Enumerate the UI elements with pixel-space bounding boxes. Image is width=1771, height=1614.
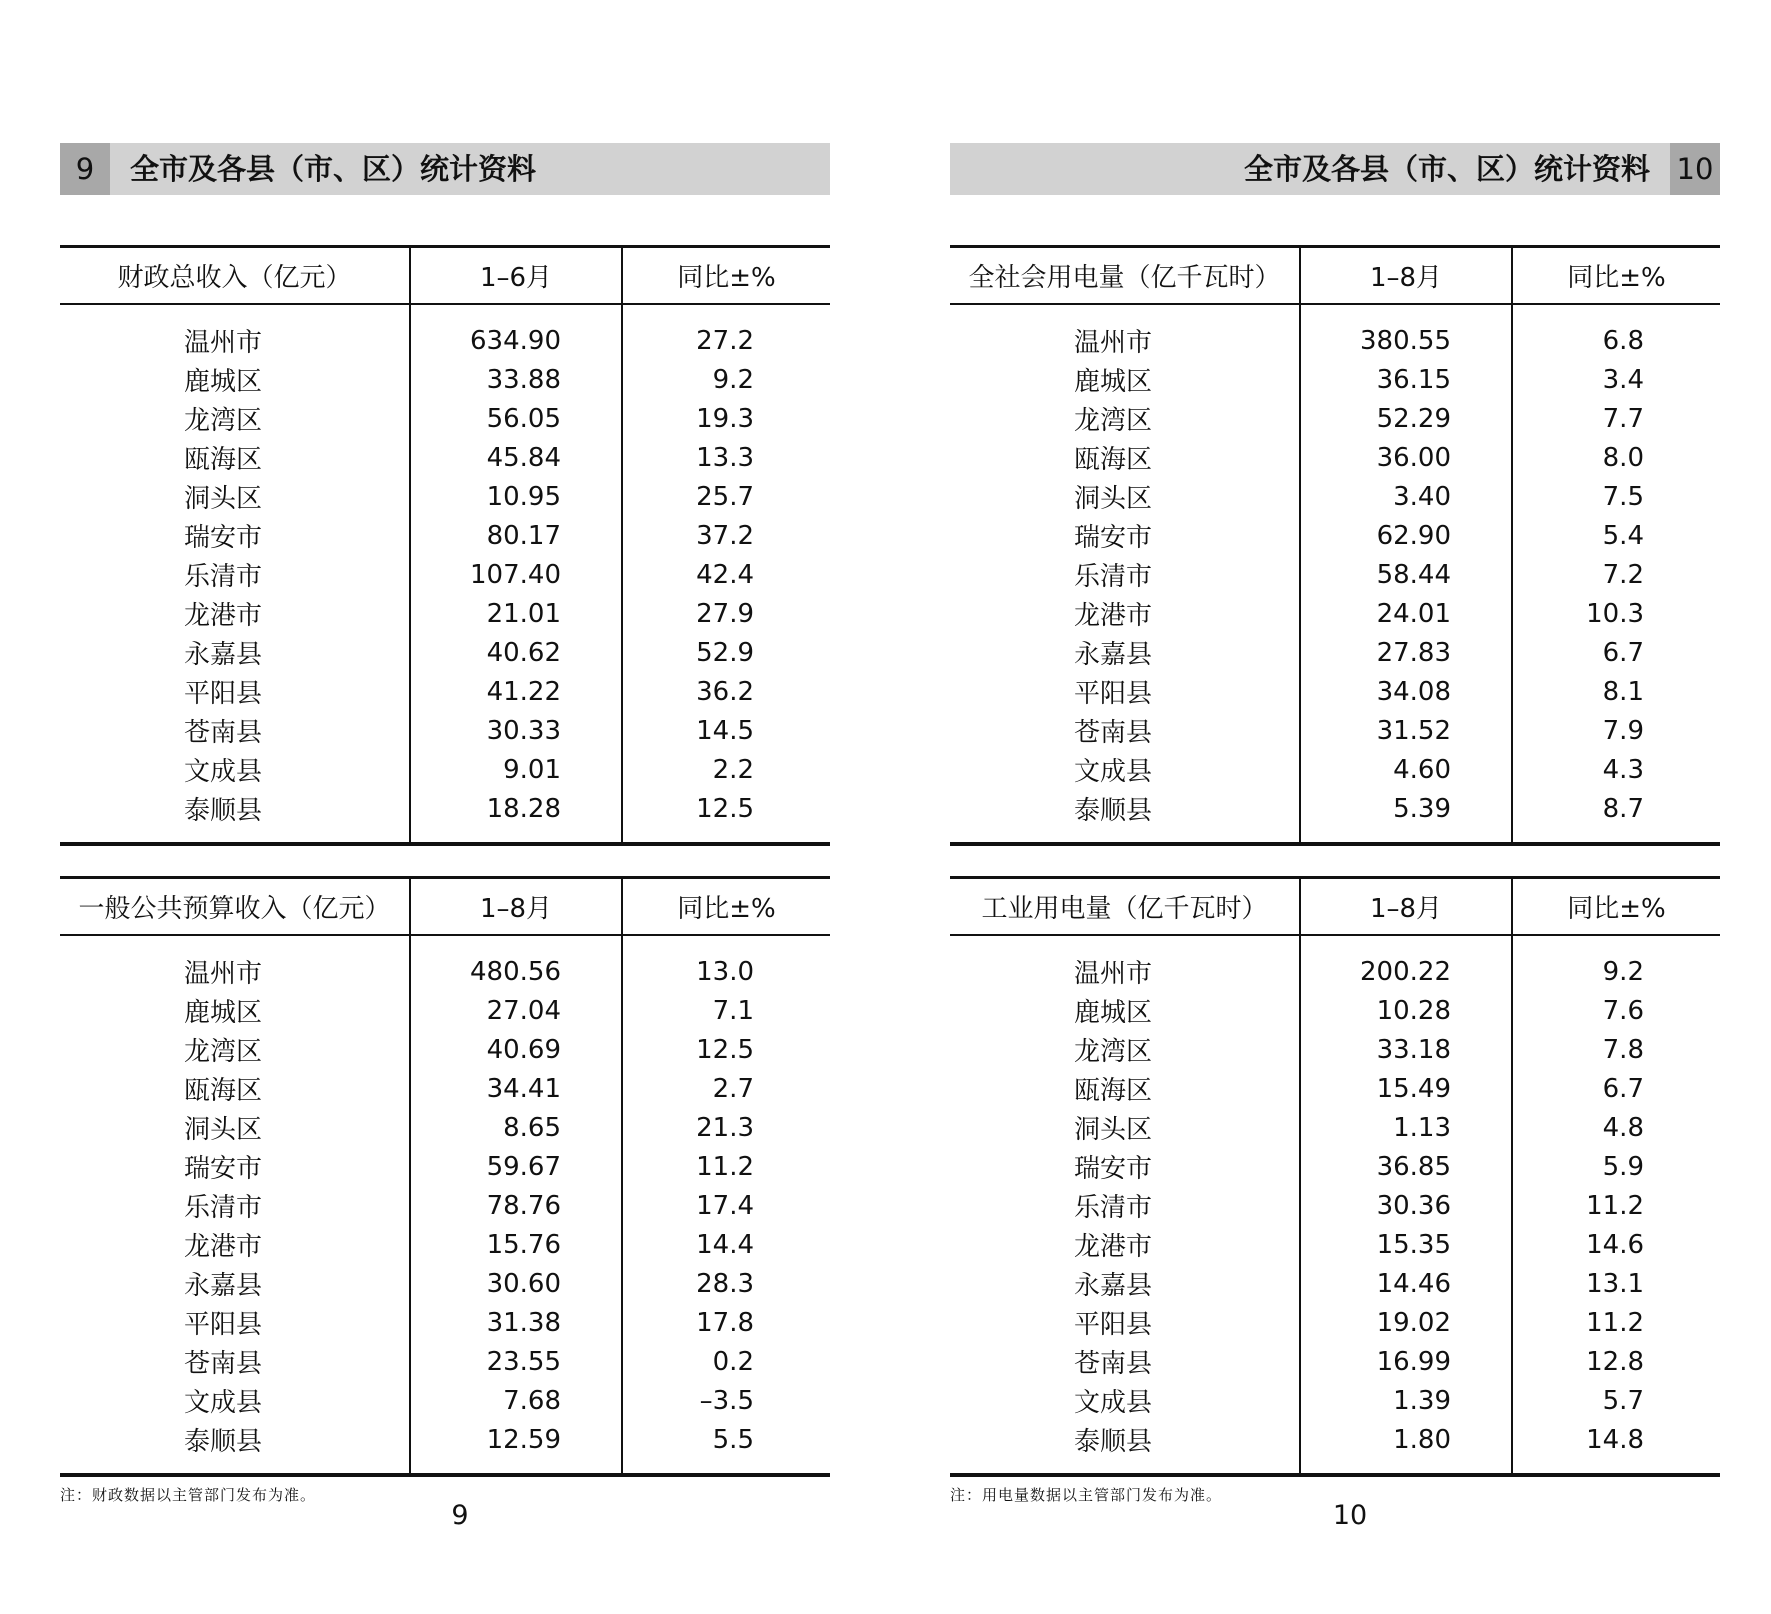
change-cell: 4.3 — [1512, 750, 1720, 789]
change-cell: 12.5 — [622, 789, 830, 844]
table-row — [950, 555, 1720, 594]
table-row — [950, 438, 1720, 477]
region-name-cell: 文成县 — [184, 1388, 263, 1418]
header-title: 全市及各县（市、区）统计资料 — [1243, 152, 1650, 186]
value-cell: 58.44 — [1300, 555, 1512, 594]
change-cell: 14.8 — [1512, 1420, 1720, 1475]
public-budget-revenue-table — [60, 876, 830, 1477]
value-cell: 31.52 — [1300, 711, 1512, 750]
change-cell: 4.8 — [1512, 1108, 1720, 1147]
column-header-change: 同比±% — [1512, 247, 1720, 305]
region-name-cell: 乐清市 — [1074, 1193, 1153, 1223]
value-cell: 107.40 — [410, 555, 622, 594]
region-name-cell: 瓯海区 — [184, 445, 263, 475]
industrial-electricity-table — [950, 876, 1720, 1477]
region-name-cell: 永嘉县 — [184, 640, 263, 670]
region-name-cell: 永嘉县 — [1074, 1271, 1153, 1301]
column-header-period: 1–8月 — [1300, 247, 1512, 305]
table-body — [950, 935, 1720, 1475]
change-cell: 21.3 — [622, 1108, 830, 1147]
change-cell: 36.2 — [622, 672, 830, 711]
value-cell: 3.40 — [1300, 477, 1512, 516]
table-row — [60, 1381, 830, 1420]
change-cell: 9.2 — [622, 360, 830, 399]
value-cell: 18.28 — [410, 789, 622, 844]
value-cell: 41.22 — [410, 672, 622, 711]
table-row — [950, 1186, 1720, 1225]
region-name-cell: 瓯海区 — [1074, 445, 1153, 475]
column-header-change: 同比±% — [1512, 878, 1720, 936]
region-name-cell: 温州市 — [184, 959, 263, 989]
value-cell: 30.36 — [1300, 1186, 1512, 1225]
table-row — [60, 1264, 830, 1303]
value-cell: 40.69 — [410, 1030, 622, 1069]
change-cell: 7.5 — [1512, 477, 1720, 516]
column-header-change: 同比±% — [622, 247, 830, 305]
table-row — [950, 360, 1720, 399]
change-cell: 14.6 — [1512, 1225, 1720, 1264]
table-row — [60, 555, 830, 594]
table-row — [950, 1147, 1720, 1186]
region-name-cell: 乐清市 — [184, 562, 263, 592]
table-row — [950, 633, 1720, 672]
value-cell: 380.55 — [1300, 304, 1512, 360]
table-row — [60, 1225, 830, 1264]
header-page-number: 9 — [60, 143, 110, 195]
table-row — [950, 1381, 1720, 1420]
page-header — [60, 143, 830, 195]
page-header — [950, 143, 1720, 195]
change-cell: 17.4 — [622, 1186, 830, 1225]
change-cell: 11.2 — [622, 1147, 830, 1186]
table-row — [950, 750, 1720, 789]
table-body — [60, 935, 830, 1475]
column-header-indicator: 财政总收入（亿元） — [60, 247, 410, 305]
value-cell: 9.01 — [410, 750, 622, 789]
region-name-cell: 平阳县 — [184, 1310, 263, 1340]
table-row — [950, 594, 1720, 633]
value-cell: 15.35 — [1300, 1225, 1512, 1264]
change-cell: 37.2 — [622, 516, 830, 555]
change-cell: 14.5 — [622, 711, 830, 750]
change-cell: 6.8 — [1512, 304, 1720, 360]
value-cell: 15.76 — [410, 1225, 622, 1264]
table-row — [60, 1342, 830, 1381]
value-cell: 33.18 — [1300, 1030, 1512, 1069]
column-header-indicator: 全社会用电量（亿千瓦时） — [950, 247, 1300, 305]
region-name-cell: 鹿城区 — [1074, 998, 1153, 1028]
region-name-cell: 温州市 — [1074, 328, 1153, 358]
value-cell: 19.02 — [1300, 1303, 1512, 1342]
header-title: 全市及各县（市、区）统计资料 — [130, 152, 537, 186]
table-row — [60, 1303, 830, 1342]
table-row — [60, 1108, 830, 1147]
change-cell: 17.8 — [622, 1303, 830, 1342]
table-body — [60, 304, 830, 844]
table-header-row — [60, 878, 830, 936]
region-name-cell: 瑞安市 — [184, 1154, 263, 1184]
footer-page-number: 9 — [451, 1500, 469, 1531]
change-cell: 8.1 — [1512, 672, 1720, 711]
change-cell: 6.7 — [1512, 1069, 1720, 1108]
change-cell: 13.1 — [1512, 1264, 1720, 1303]
column-header-indicator: 一般公共预算收入（亿元） — [60, 878, 410, 936]
region-name-cell: 泰顺县 — [184, 796, 263, 826]
change-cell: 0.2 — [622, 1342, 830, 1381]
value-cell: 27.04 — [410, 991, 622, 1030]
value-cell: 40.62 — [410, 633, 622, 672]
change-cell: 7.7 — [1512, 399, 1720, 438]
table-row — [950, 1030, 1720, 1069]
region-name-cell: 龙湾区 — [184, 406, 263, 436]
region-name-cell: 龙港市 — [184, 1232, 263, 1262]
change-cell: 8.7 — [1512, 789, 1720, 844]
value-cell: 23.55 — [410, 1342, 622, 1381]
footnote: 注：财政数据以主管部门发布为准。 — [60, 1486, 317, 1504]
change-cell: 8.0 — [1512, 438, 1720, 477]
change-cell: 7.6 — [1512, 991, 1720, 1030]
value-cell: 16.99 — [1300, 1342, 1512, 1381]
region-name-cell: 鹿城区 — [1074, 367, 1153, 397]
table-row — [60, 672, 830, 711]
value-cell: 27.83 — [1300, 633, 1512, 672]
value-cell: 15.49 — [1300, 1069, 1512, 1108]
value-cell: 30.60 — [410, 1264, 622, 1303]
value-cell: 34.41 — [410, 1069, 622, 1108]
change-cell: 13.3 — [622, 438, 830, 477]
region-name-cell: 瑞安市 — [1074, 1154, 1153, 1184]
region-name-cell: 龙港市 — [184, 601, 263, 631]
value-cell: 4.60 — [1300, 750, 1512, 789]
footnote: 注：用电量数据以主管部门发布为准。 — [950, 1486, 1223, 1504]
value-cell: 24.01 — [1300, 594, 1512, 633]
value-cell: 33.88 — [410, 360, 622, 399]
change-cell: 7.8 — [1512, 1030, 1720, 1069]
change-cell: 14.4 — [622, 1225, 830, 1264]
table-row — [60, 789, 830, 844]
table-row — [60, 711, 830, 750]
column-header-change: 同比±% — [622, 878, 830, 936]
value-cell: 34.08 — [1300, 672, 1512, 711]
value-cell: 8.65 — [410, 1108, 622, 1147]
change-cell: 3.4 — [1512, 360, 1720, 399]
table-row — [60, 633, 830, 672]
region-name-cell: 苍南县 — [184, 1349, 263, 1379]
change-cell: 2.7 — [622, 1069, 830, 1108]
change-cell: 9.2 — [1512, 935, 1720, 991]
value-cell: 45.84 — [410, 438, 622, 477]
value-cell: 634.90 — [410, 304, 622, 360]
region-name-cell: 平阳县 — [184, 679, 263, 709]
region-name-cell: 泰顺县 — [1074, 796, 1153, 826]
region-name-cell: 乐清市 — [184, 1193, 263, 1223]
region-name-cell: 乐清市 — [1074, 562, 1153, 592]
region-name-cell: 平阳县 — [1074, 679, 1153, 709]
region-name-cell: 泰顺县 — [1074, 1427, 1153, 1457]
change-cell: 6.7 — [1512, 633, 1720, 672]
change-cell: 5.4 — [1512, 516, 1720, 555]
table-row — [60, 1420, 830, 1475]
table-row — [60, 438, 830, 477]
value-cell: 21.01 — [410, 594, 622, 633]
table-row — [950, 1264, 1720, 1303]
table-row — [950, 789, 1720, 844]
table-row — [60, 1069, 830, 1108]
table-row — [950, 672, 1720, 711]
change-cell: 52.9 — [622, 633, 830, 672]
region-name-cell: 文成县 — [184, 757, 263, 787]
region-name-cell: 龙港市 — [1074, 601, 1153, 631]
change-cell: 11.2 — [1512, 1303, 1720, 1342]
region-name-cell: 温州市 — [184, 328, 263, 358]
value-cell: 59.67 — [410, 1147, 622, 1186]
region-name-cell: 平阳县 — [1074, 1310, 1153, 1340]
table-body — [950, 304, 1720, 844]
change-cell: 2.2 — [622, 750, 830, 789]
column-header-indicator: 工业用电量（亿千瓦时） — [950, 878, 1300, 936]
value-cell: 1.13 — [1300, 1108, 1512, 1147]
region-name-cell: 永嘉县 — [1074, 640, 1153, 670]
region-name-cell: 龙湾区 — [1074, 1037, 1153, 1067]
table-row — [950, 304, 1720, 360]
region-name-cell: 泰顺县 — [184, 1427, 263, 1457]
table-header-row — [950, 878, 1720, 936]
column-header-period: 1–8月 — [1300, 878, 1512, 936]
region-name-cell: 瓯海区 — [184, 1076, 263, 1106]
region-name-cell: 鹿城区 — [184, 367, 263, 397]
value-cell: 62.90 — [1300, 516, 1512, 555]
change-cell: 28.3 — [622, 1264, 830, 1303]
region-name-cell: 瑞安市 — [1074, 523, 1153, 553]
change-cell: 12.8 — [1512, 1342, 1720, 1381]
region-name-cell: 洞头区 — [1074, 484, 1153, 514]
value-cell: 200.22 — [1300, 935, 1512, 991]
table-row — [60, 594, 830, 633]
change-cell: 7.2 — [1512, 555, 1720, 594]
change-cell: 19.3 — [622, 399, 830, 438]
region-name-cell: 温州市 — [1074, 959, 1153, 989]
change-cell: 5.9 — [1512, 1147, 1720, 1186]
value-cell: 36.00 — [1300, 438, 1512, 477]
table-row — [950, 711, 1720, 750]
value-cell: 30.33 — [410, 711, 622, 750]
table-row — [950, 477, 1720, 516]
value-cell: 31.38 — [410, 1303, 622, 1342]
region-name-cell: 瓯海区 — [1074, 1076, 1153, 1106]
change-cell: 7.9 — [1512, 711, 1720, 750]
region-name-cell: 龙湾区 — [1074, 406, 1153, 436]
column-header-period: 1–6月 — [410, 247, 622, 305]
value-cell: 14.46 — [1300, 1264, 1512, 1303]
header-page-number: 10 — [1670, 143, 1720, 195]
change-cell: 27.2 — [622, 304, 830, 360]
table-row — [950, 991, 1720, 1030]
region-name-cell: 洞头区 — [1074, 1115, 1153, 1145]
value-cell: 1.80 — [1300, 1420, 1512, 1475]
column-header-period: 1–8月 — [410, 878, 622, 936]
table-row — [950, 1108, 1720, 1147]
change-cell: 42.4 — [622, 555, 830, 594]
change-cell: 13.0 — [622, 935, 830, 991]
table-row — [950, 935, 1720, 991]
change-cell: 7.1 — [622, 991, 830, 1030]
value-cell: 56.05 — [410, 399, 622, 438]
table-row — [60, 1186, 830, 1225]
fiscal-revenue-table — [60, 245, 830, 846]
region-name-cell: 龙港市 — [1074, 1232, 1153, 1262]
table-row — [950, 1069, 1720, 1108]
table-row — [950, 399, 1720, 438]
change-cell: 27.9 — [622, 594, 830, 633]
value-cell: 1.39 — [1300, 1381, 1512, 1420]
value-cell: 10.95 — [410, 477, 622, 516]
change-cell: 5.7 — [1512, 1381, 1720, 1420]
change-cell: 12.5 — [622, 1030, 830, 1069]
region-name-cell: 瑞安市 — [184, 523, 263, 553]
value-cell: 80.17 — [410, 516, 622, 555]
region-name-cell: 苍南县 — [1074, 1349, 1153, 1379]
table-row — [60, 360, 830, 399]
region-name-cell: 洞头区 — [184, 484, 263, 514]
value-cell: 12.59 — [410, 1420, 622, 1475]
table-row — [60, 516, 830, 555]
region-name-cell: 苍南县 — [1074, 718, 1153, 748]
change-cell: 5.5 — [622, 1420, 830, 1475]
table-row — [950, 1420, 1720, 1475]
total-electricity-table — [950, 245, 1720, 846]
value-cell: 5.39 — [1300, 789, 1512, 844]
table-row — [60, 1030, 830, 1069]
table-row — [950, 1225, 1720, 1264]
table-row — [950, 1303, 1720, 1342]
table-row — [60, 935, 830, 991]
table-row — [60, 1147, 830, 1186]
region-name-cell: 苍南县 — [184, 718, 263, 748]
region-name-cell: 文成县 — [1074, 757, 1153, 787]
value-cell: 480.56 — [410, 935, 622, 991]
table-header-row — [950, 247, 1720, 305]
table-header-row — [60, 247, 830, 305]
value-cell: 36.85 — [1300, 1147, 1512, 1186]
table-row — [60, 399, 830, 438]
table-row — [60, 304, 830, 360]
value-cell: 36.15 — [1300, 360, 1512, 399]
region-name-cell: 龙湾区 — [184, 1037, 263, 1067]
change-cell: 11.2 — [1512, 1186, 1720, 1225]
table-row — [60, 991, 830, 1030]
region-name-cell: 鹿城区 — [184, 998, 263, 1028]
value-cell: 10.28 — [1300, 991, 1512, 1030]
table-row — [60, 750, 830, 789]
value-cell: 7.68 — [410, 1381, 622, 1420]
table-row — [950, 516, 1720, 555]
value-cell: 78.76 — [410, 1186, 622, 1225]
value-cell: 52.29 — [1300, 399, 1512, 438]
region-name-cell: 洞头区 — [184, 1115, 263, 1145]
change-cell: –3.5 — [622, 1381, 830, 1420]
table-row — [60, 477, 830, 516]
table-row — [950, 1342, 1720, 1381]
footer-page-number: 10 — [1332, 1500, 1368, 1531]
region-name-cell: 永嘉县 — [184, 1271, 263, 1301]
change-cell: 10.3 — [1512, 594, 1720, 633]
change-cell: 25.7 — [622, 477, 830, 516]
region-name-cell: 文成县 — [1074, 1388, 1153, 1418]
